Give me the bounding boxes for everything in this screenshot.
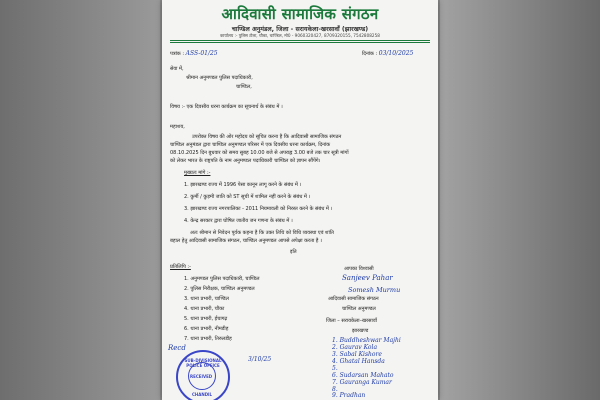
letter-page: [162, 0, 438, 400]
subject-line: विषय :- एक दिवसीय धरना कार्यक्रम का सूचनार्थ के संबंध में ।: [170, 104, 283, 110]
copy-item: 2. पुलिस निरीक्षक, चाण्डिल अनुमण्डल: [184, 286, 255, 292]
background-right: [440, 0, 600, 400]
stamp-bottom-text: CHANDIL: [192, 392, 213, 397]
closing-line: अतः श्रीमान से निवेदन पूर्वक कहना है कि उक्त तिथि को विधि व्यवस्था एवं शांति: [190, 230, 334, 236]
iti-text: इति: [290, 249, 297, 255]
handwritten-name: 7. Gauranga Kumar: [332, 379, 392, 386]
received-note: Recd: [168, 344, 186, 352]
received-date: 3/10/25: [248, 356, 272, 363]
para1-line: को लेकर भारत के राष्ट्रपति के नाम अनुमण्डल पदाधिकारी चाण्डिल को ज्ञापन सौंपेंगे।: [170, 158, 321, 164]
addressee-line1: सेवा में,: [170, 66, 184, 72]
received-stamp: [176, 350, 230, 400]
demand-item: 4. केन्द्र सरकार द्वारा घोषित जातीय जन गणना के संबंध में ।: [184, 218, 293, 224]
handwritten-name: 1. Buddheshwar Majhi: [332, 337, 401, 344]
date-value: 03/10/2025: [378, 50, 414, 57]
date-label: दिनांक: [362, 51, 374, 57]
org-contact: कार्यालय :- पुलिस टोला, चौका, चाण्डिल, मो0 - 9060320427, 8709320155, 7542808258: [220, 33, 380, 38]
handwritten-name: 9. Pradhan: [332, 392, 366, 399]
closing-line: बहाल हेतु आदिवासी सामाजिक संगठन, चाण्डिल अनुमण्डल आपसे अपेक्षा करता है ।: [170, 238, 322, 244]
copy-item: 7. थाना प्रभारी, तिरुलडीह: [184, 336, 232, 342]
demand-item: 2. कुर्मी / कुड़मी जाति को ST सूची में शामिल नहीं करने के संबंध में ।: [184, 194, 311, 200]
signoff-subdivision: चाण्डिल अनुमण्डल: [342, 306, 376, 312]
signoff-yours: आपका विश्वासी: [344, 266, 374, 272]
copy-item: 3. थाना प्रभारी, चाण्डिल: [184, 296, 229, 302]
ref-number: पत्रांक : ASS-01/25: [170, 50, 218, 57]
copy-item: 1. अनुमण्डल पुलिस पदाधिकारी, चाण्डिल: [184, 276, 260, 282]
handwritten-name: 2. Gaurav Kola: [332, 344, 378, 351]
copy-item: 5. थाना प्रभारी, ईचागढ़: [184, 316, 228, 322]
signature-2: Somesh Murmu: [348, 286, 401, 294]
org-title: आदिवासी सामाजिक संगठन: [221, 5, 379, 23]
demand-item: 1. झारखण्ड राज्य में 1996 पेसा कानून लागू करने के संबंध में ।: [184, 182, 302, 188]
signoff-org: आदिवासी सामाजिक संगठन: [328, 296, 379, 302]
para1-line: उपरोक्त विषय की ओर महोदय को सूचित करना है कि आदिवासी सामाजिक संगठन: [192, 134, 342, 140]
handwritten-name: 8.: [332, 386, 338, 393]
para1-line: 08.10.2025 दिन बुधवार को समय सुबह 10.00 बजे से अपराह्न 3.00 बजे तक चार सूत्री मांगों: [170, 150, 349, 156]
signoff-state: झारखण्ड: [352, 328, 369, 334]
stamp-center-text: RECEIVED: [190, 374, 213, 379]
handwritten-name: 6. Sudarsan Mahato: [332, 372, 394, 379]
addressee-line3: चाण्डिल,: [236, 84, 252, 90]
header-divider-thin: [170, 42, 430, 43]
signoff-district: जिला – सरायकेला–खरसावाँ: [326, 318, 377, 324]
copy-item: 6. थाना प्रभारी, नीमडीह: [184, 326, 229, 332]
para1-line: चाण्डिल अनुमंडल द्वारा चाण्डिल अनुमण्डल परिसर में एक दिवसीय धरना कार्यक्रम, दिनांक: [170, 142, 331, 148]
handwritten-name: 3. Sabal Kishore: [332, 351, 382, 358]
handwritten-name: 5.: [332, 365, 338, 372]
background-left: [0, 0, 160, 400]
salutation: महाशय,: [170, 124, 185, 130]
ref-value: ASS-01/25: [185, 50, 218, 57]
ref-label: पत्रांक: [170, 51, 181, 57]
copy-item: 4. थाना प्रभारी, चौका: [184, 306, 225, 312]
ref-date: दिनांक : 03/10/2025: [362, 50, 414, 57]
demands-heading: मुख्यतः मांगे :-: [184, 170, 211, 176]
org-subtitle: चाण्डिल अनुमंडल, जिला - सरायकेला-खरसावाँ (झारखण्ड): [231, 26, 369, 33]
header-divider: [170, 40, 430, 41]
handwritten-name: 4. Ghatal Hansda: [332, 358, 385, 365]
stamp-top-text: SUB-DIVISIONAL POLICE OFFICE: [184, 358, 222, 368]
demand-item: 3. झारखण्ड राज्य नगरपालिका - 2011 नियमावली को निरस्त करने के संबंध में ।: [184, 206, 333, 212]
addressee-line2: श्रीमान अनुमण्डल पुलिस पदाधिकारी,: [186, 75, 253, 81]
copies-heading: प्रतिलिपि :-: [170, 264, 191, 270]
signature-1: Sanjeev Pahar: [342, 274, 393, 282]
